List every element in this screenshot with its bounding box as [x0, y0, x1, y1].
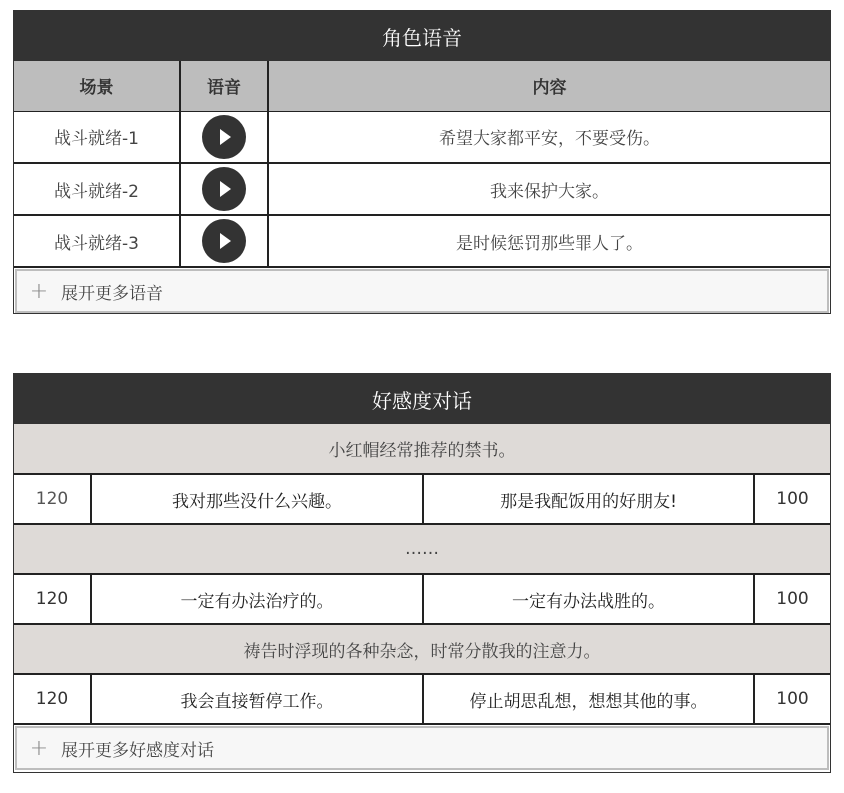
play-icon[interactable]	[202, 219, 246, 263]
dialogue-prompt: 小红帽经常推荐的禁书。	[14, 424, 830, 474]
affinity-panel	[13, 373, 831, 773]
voice-content: 我来保护大家。	[268, 163, 830, 215]
column-header-scene: 场景	[14, 61, 180, 111]
dialogue-prompt-row	[14, 424, 830, 474]
left-score: 120	[14, 674, 91, 724]
voice-content: 是时候惩罚那些罪人了。	[268, 215, 830, 267]
left-option: 我对那些没什么兴趣。	[91, 474, 423, 524]
left-option: 一定有办法治疗的。	[91, 574, 423, 624]
play-icon[interactable]	[202, 115, 246, 159]
right-option: 那是我配饭用的好朋友!	[423, 474, 754, 524]
dialogue-prompt: ……	[14, 524, 830, 574]
affinity-table	[14, 424, 830, 725]
right-score: 100	[754, 574, 830, 624]
voice-scene: 战斗就绪-1	[14, 111, 180, 163]
dialogue-prompt-row	[14, 624, 830, 674]
dialogue-options-row	[14, 574, 830, 624]
affinity-panel-title: 好感度对话	[14, 374, 830, 424]
voice-row	[14, 111, 830, 163]
dialogue-options-row	[14, 674, 830, 724]
dialogue-prompt-row	[14, 524, 830, 574]
expand-more-voice-label: 展开更多语音	[61, 283, 163, 304]
expand-more-affinity-button[interactable]	[15, 726, 829, 770]
voice-row	[14, 215, 830, 267]
voice-panel-title: 角色语音	[14, 11, 830, 61]
expand-more-voice-button[interactable]	[15, 269, 829, 313]
voice-row	[14, 163, 830, 215]
right-score: 100	[754, 474, 830, 524]
voice-table	[14, 61, 830, 268]
dialogue-options-row	[14, 474, 830, 524]
column-header-voice: 语音	[180, 61, 268, 111]
voice-panel	[13, 10, 831, 314]
play-icon[interactable]	[202, 167, 246, 211]
column-header-content: 内容	[268, 61, 830, 111]
right-score: 100	[754, 674, 830, 724]
left-score: 120	[14, 474, 91, 524]
right-option: 停止胡思乱想，想想其他的事。	[423, 674, 754, 724]
plus-icon: +	[29, 735, 49, 761]
plus-icon: +	[29, 278, 49, 304]
voice-scene: 战斗就绪-2	[14, 163, 180, 215]
left-option: 我会直接暂停工作。	[91, 674, 423, 724]
left-score: 120	[14, 574, 91, 624]
dialogue-prompt: 祷告时浮现的各种杂念，时常分散我的注意力。	[14, 624, 830, 674]
right-option: 一定有办法战胜的。	[423, 574, 754, 624]
expand-more-affinity-label: 展开更多好感度对话	[61, 740, 214, 761]
voice-content: 希望大家都平安，不要受伤。	[268, 111, 830, 163]
voice-scene: 战斗就绪-3	[14, 215, 180, 267]
